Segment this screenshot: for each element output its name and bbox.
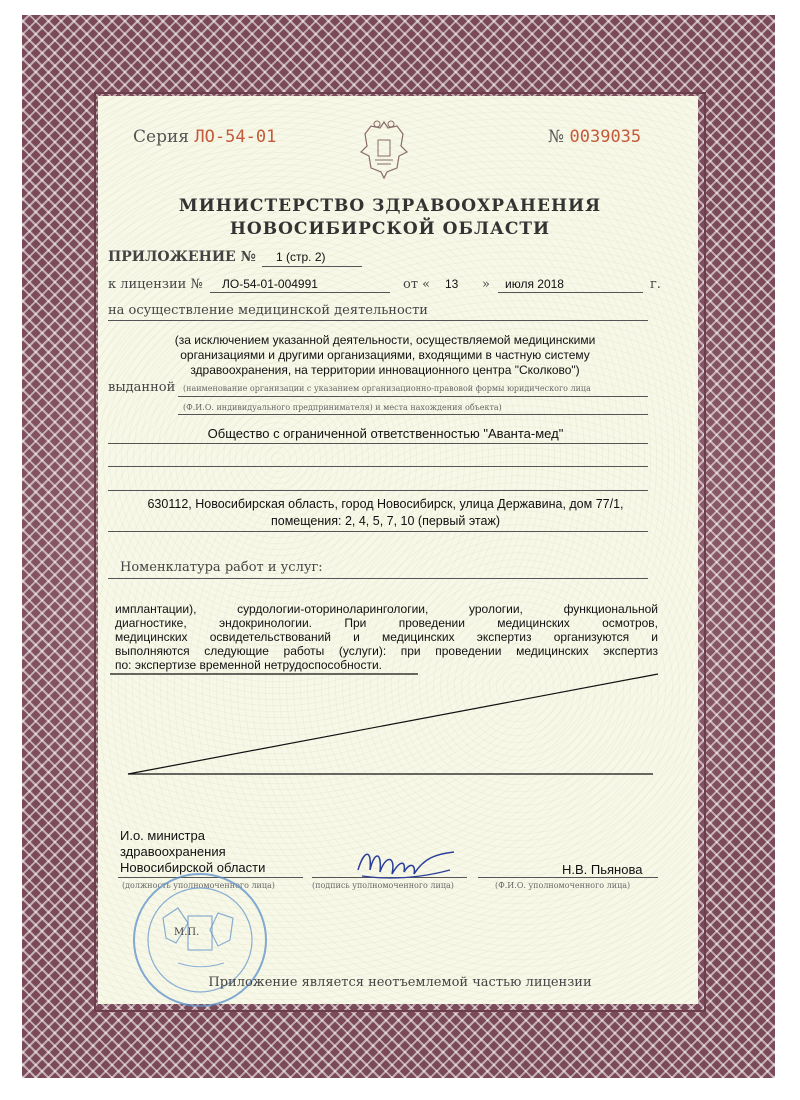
- appendix-value: 1 (стр. 2): [276, 250, 326, 264]
- seal-label: М.П.: [174, 927, 200, 938]
- series-field: [133, 127, 276, 147]
- activity-exclusion: [120, 333, 650, 378]
- position-line-2: здравоохранения: [120, 844, 226, 859]
- issued-label: выданной: [108, 380, 176, 395]
- organization-address: [108, 496, 663, 530]
- number-sign: №: [548, 127, 565, 147]
- org-underline-1: [108, 443, 648, 444]
- year-suffix: г.: [650, 277, 661, 292]
- ministry-title: [130, 195, 650, 241]
- exclusion-line-3: здравоохранения, на территории инновационного центра "Сколково"): [190, 363, 580, 377]
- series-label: Серия: [133, 127, 190, 147]
- nomenclature-label: Номенклатура работ и услуг:: [120, 560, 323, 575]
- issued-note-line-2: (Ф.И.О. индивидуального предпринимателя) и места нахождения объекта): [183, 403, 502, 412]
- series-value: ЛО-54-01: [194, 127, 277, 147]
- cancellation-z-line: [108, 668, 668, 783]
- license-underline: [210, 292, 390, 293]
- nomenclature-line-2: диагностике, эндокринологии. При проведении медицинских осмотров,: [115, 616, 658, 630]
- issued-underline-2: [178, 414, 648, 415]
- handwritten-signature: [350, 840, 465, 885]
- nomenclature-underline: [108, 578, 648, 579]
- address-line-2: помещения: 2, 4, 5, 7, 10 (первый этаж): [270, 514, 500, 528]
- appendix-label: ПРИЛОЖЕНИЕ №: [108, 249, 256, 265]
- nomenclature-line-3: медицинских освидетельствований и медицинских экспертиз организуются и: [115, 630, 658, 644]
- name-caption: (Ф.И.О. уполномоченного лица): [495, 881, 631, 890]
- form-number: 0039035: [569, 127, 642, 147]
- license-number: ЛО-54-01-004991: [222, 277, 318, 291]
- exclusion-line-2: организациями и другими организациями, входящими в частную систему: [180, 348, 590, 362]
- nomenclature-line-1: имплантации), сурдологии-оториноларингологии, урологии, функциональной: [115, 602, 658, 616]
- position-line-1: И.о. министра: [120, 828, 205, 843]
- number-field: [548, 127, 641, 147]
- coat-of-arms-emblem: [357, 116, 411, 182]
- position-caption: (должность уполномоченного лица): [122, 881, 275, 890]
- ministry-line-1: МИНИСТЕРСТВО ЗДРАВООХРАНЕНИЯ: [178, 196, 602, 216]
- license-label: к лицензии №: [108, 277, 203, 292]
- nomenclature-line-5: по: экспертизе временной нетрудоспособности.: [115, 658, 383, 672]
- signature-caption: (подпись уполномоченного лица): [312, 881, 454, 890]
- activity-underline: [108, 320, 648, 321]
- issued-note-line-1: (наименование организации с указанием организационно-правовой формы юридического лица: [183, 384, 591, 393]
- footer-note: Приложение является неотъемлемой частью лицензии: [208, 975, 592, 990]
- org-underline-2: [108, 466, 648, 467]
- issued-underline-1: [178, 396, 648, 397]
- license-day: 13: [445, 277, 459, 291]
- nomenclature-line-4: выполняются следующие работы (услуги): при проведении медицинских экспертиз: [115, 644, 658, 658]
- signatory-name: Н.В. Пьянова: [562, 862, 643, 877]
- position-line-3: Новосибирской области: [120, 860, 266, 875]
- appendix-underline: [262, 266, 362, 267]
- org-underline-3: [108, 490, 648, 491]
- license-month-year: июля 2018: [505, 277, 564, 291]
- name-underline: [478, 877, 658, 878]
- activity-label: на осуществление медицинской деятельности: [108, 303, 428, 318]
- date-close-quote: »: [482, 277, 490, 292]
- nomenclature-text: [115, 602, 658, 672]
- ministry-line-2: НОВОСИБИРСКОЙ ОБЛАСТИ: [229, 219, 551, 239]
- organization-name: Общество с ограниченной ответственностью "Аванта-мед": [207, 426, 564, 441]
- exclusion-line-1: (за исключением указанной деятельности, осуществляемой медицинскими: [174, 333, 596, 347]
- address-line-1: 630112, Новосибирская область, город Новосибирск, улица Державина, дом 77/1,: [147, 497, 624, 511]
- date-from-label: от «: [403, 277, 431, 292]
- address-underline: [108, 531, 648, 532]
- date-underline: [498, 292, 643, 293]
